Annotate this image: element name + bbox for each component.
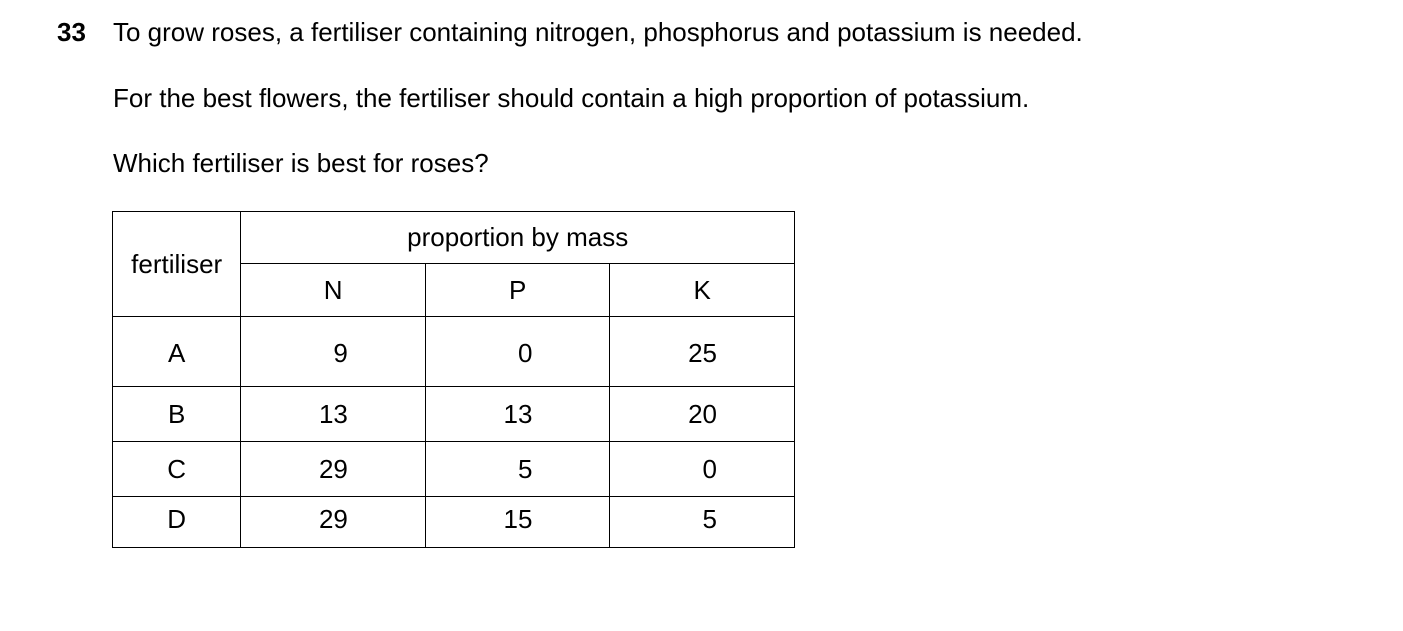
question-number: 33 bbox=[57, 17, 86, 47]
value-k: 25 bbox=[610, 317, 795, 387]
table-row bbox=[113, 442, 795, 497]
value-p: 5 bbox=[425, 442, 610, 497]
fertiliser-column-header: fertiliser bbox=[113, 212, 241, 317]
fertiliser-label: A bbox=[113, 317, 241, 387]
column-header-k: K bbox=[610, 264, 795, 317]
fertiliser-label: C bbox=[113, 442, 241, 497]
value-p: 0 bbox=[425, 317, 610, 387]
value-k: 0 bbox=[610, 442, 795, 497]
value-n: 13 bbox=[241, 387, 426, 442]
value-p: 13 bbox=[425, 387, 610, 442]
value-n: 29 bbox=[241, 442, 426, 497]
question-text-line-1: To grow roses, a fertiliser containing nitrogen, phosphorus and potassium is needed. bbox=[113, 17, 1083, 47]
question-text-line-2: For the best flowers, the fertiliser should contain a high proportion of potassium. bbox=[113, 83, 1030, 113]
fertiliser-table bbox=[112, 211, 795, 548]
fertiliser-label: B bbox=[113, 387, 241, 442]
value-k: 20 bbox=[610, 387, 795, 442]
value-p: 15 bbox=[425, 497, 610, 548]
value-n: 29 bbox=[241, 497, 426, 548]
value-n: 9 bbox=[241, 317, 426, 387]
proportion-group-header: proportion by mass bbox=[241, 212, 795, 264]
question-prompt: Which fertiliser is best for roses? bbox=[113, 148, 489, 178]
fertiliser-label: D bbox=[113, 497, 241, 548]
column-header-p: P bbox=[425, 264, 610, 317]
column-header-n: N bbox=[241, 264, 426, 317]
table-row bbox=[113, 317, 795, 387]
value-k: 5 bbox=[610, 497, 795, 548]
table-row bbox=[113, 387, 795, 442]
table-row bbox=[113, 497, 795, 548]
